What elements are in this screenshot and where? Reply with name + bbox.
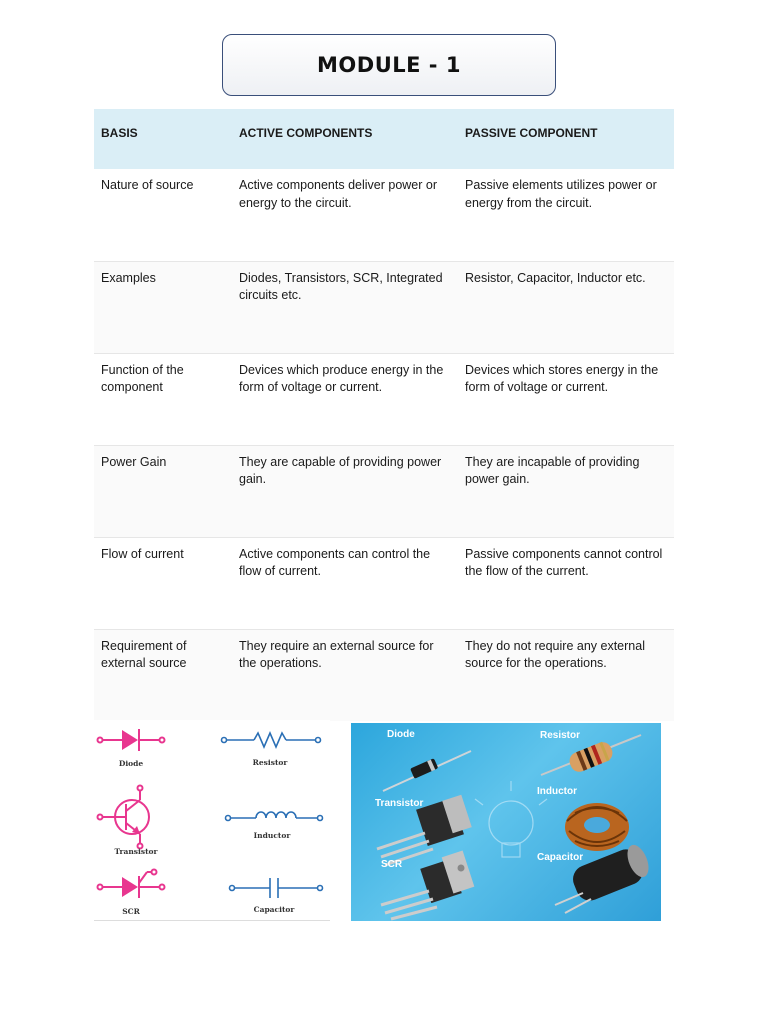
scr-symbol-icon [98,870,165,899]
component-photo-panel [351,723,661,921]
cell-basis: Flow of current [94,537,232,629]
resistor-symbol-icon [222,733,321,747]
cell-basis: Nature of source [101,178,194,192]
table-row [94,169,674,261]
inductor-symbol-label: Inductor [253,831,291,840]
scr-photo-label: SCR [381,859,403,870]
cell-basis: Power Gain [94,445,232,537]
diode-photo-label: Diode [387,729,415,740]
scr-symbol-label: SCR [122,907,140,916]
resistor-photo-label: Resistor [540,730,581,741]
header-basis: BASIS [94,109,232,169]
capacitor-symbol-icon [230,878,323,898]
table-row [94,353,674,445]
inductor-photo-label: Inductor [537,786,577,797]
cell-basis: Examples [94,261,232,353]
resistor-symbol-label: Resistor [252,758,288,767]
transistor-photo-label: Transistor [375,798,424,809]
circuit-symbols-panel [94,720,330,921]
capacitor-photo-label: Capacitor [537,852,584,863]
cell-passive: Passive components cannot control the flow of the current. [458,537,674,629]
table-row [94,629,674,721]
diode-symbol-icon [98,729,165,751]
circuit-symbols-drawing [94,720,330,920]
table-row [94,261,674,353]
cell-basis: Requirement of external source [94,629,232,721]
cell-active: Active components can control the flow of current. [232,537,458,629]
cell-active: Devices which produce energy in the form of voltage or current. [232,353,458,445]
cell-active: They are capable of providing power gain. [232,445,458,537]
inductor-photo-icon [565,803,629,851]
transistor-symbol-icon [98,786,150,849]
cell-passive: Passive elements utilizes power or energy from the circuit. [465,178,657,210]
header-passive: PASSIVE COMPONENT [458,109,674,169]
module-title: MODULE - 1 [317,53,461,77]
cell-active: Active components deliver power or energy to the circuit. [239,178,438,210]
capacitor-symbol-label: Capacitor [253,905,295,914]
cell-basis: Function of the component [94,353,232,445]
inductor-symbol-icon [226,812,323,821]
table-row [94,537,674,629]
table-row [94,445,674,537]
diode-symbol-label: Diode [118,759,144,768]
cell-active: Diodes, Transistors, SCR, Integrated circuits etc. [232,261,458,353]
comparison-table [94,109,674,721]
cell-passive: Devices which stores energy in the form of voltage or current. [458,353,674,445]
cell-passive: They do not require any external source for the operations. [458,629,674,721]
header-active: ACTIVE COMPONENTS [232,109,458,169]
component-photo-drawing [351,723,661,921]
resistor-photo-icon [541,735,641,775]
transistor-symbol-label: Transistor [114,847,158,856]
diode-photo-icon [383,751,471,791]
cell-active: They require an external source for the operations. [232,629,458,721]
cell-passive: Resistor, Capacitor, Inductor etc. [458,261,674,353]
module-title-box [222,34,556,96]
table-header-row [94,109,674,169]
cell-passive: They are incapable of providing power gain. [458,445,674,537]
